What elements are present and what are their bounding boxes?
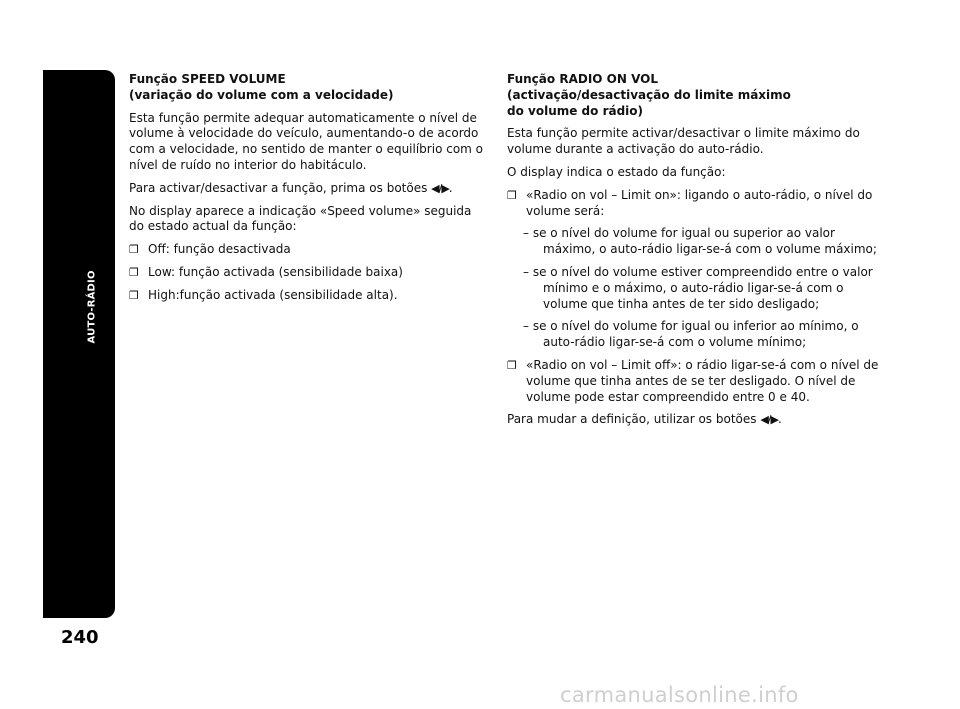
heading-title: SPEED VOLUME (181, 72, 286, 86)
heading-prefix: Função (129, 72, 178, 86)
paragraph: No display aparece a indicação «Speed volume» seguida do estado actual da função: (129, 203, 472, 234)
page-number: 240 (61, 627, 99, 648)
list-item (507, 358, 887, 405)
arrow-buttons-icon: ◀/▶ (760, 413, 778, 427)
side-tab (43, 70, 115, 618)
heading-prefix: Função (507, 72, 556, 86)
paragraph: O display indica o estado da função: (507, 164, 726, 179)
right-column (507, 72, 887, 435)
checkbox-bullet-icon: ❐ (129, 265, 139, 279)
heading-subtitle: (variação do volume com a velocidade) (129, 87, 394, 102)
left-column (129, 72, 489, 311)
paragraph-text: Para activar/desactivar a função, prima os botões (129, 180, 428, 195)
heading-subtitle: (activação/desactivação do limite máximo (507, 87, 791, 102)
paragraph (507, 412, 887, 428)
radio-on-vol-heading (507, 72, 887, 119)
heading-title: RADIO ON VOL (559, 72, 659, 86)
checkbox-bullet-icon: ❐ (507, 188, 517, 202)
dash-item: – se o nível do volume for igual ou inferior ao mínimo, o auto-rádio ligar-se-á com o volume mínimo; (523, 319, 859, 350)
paragraph (129, 181, 489, 197)
checkbox-bullet-icon: ❐ (507, 358, 517, 372)
section-label: AUTO-RÁDIO (86, 270, 98, 344)
list-item-text: Low: função activada (sensibilidade baixa) (148, 264, 403, 279)
dash-item: – se o nível do volume for igual ou superior ao valor máximo, o auto-rádio ligar-se-á com o volume máximo; (523, 226, 877, 257)
watermark: carmanualsonline.info (560, 683, 799, 707)
paragraph: Esta função permite activar/desactivar o limite máximo do volume durante a activação do auto-rádio. (507, 126, 860, 157)
list-item (507, 188, 887, 220)
heading-subtitle: do volume do rádio) (507, 103, 644, 118)
paragraph-end: . (448, 180, 453, 195)
paragraph: Esta função permite adequar automaticamente o nível de volume à velocidade do veículo, aumentando-o de acordo com a velocidade, no sentido de manter o equilíbrio com o nível de ruído no interior do habitáculo. (129, 110, 484, 172)
paragraph-text: Para mudar a definição, utilizar os botões (507, 412, 757, 427)
list-item-text: «Radio on vol – Limit off»: o rádio ligar-se-á com o nível de volume que tinha antes de se ter desligado. O nível de volume pode estar compreendido entre 0 e 40. (526, 357, 879, 404)
paragraph-end: . (777, 412, 782, 427)
checkbox-bullet-icon: ❐ (129, 243, 139, 257)
list-item (129, 288, 489, 304)
list-item-text: «Radio on vol – Limit on»: ligando o auto-rádio, o nível do volume será: (526, 187, 873, 218)
list-item-text: High:função activada (sensibilidade alta). (148, 287, 398, 302)
list-item (129, 242, 489, 258)
arrow-buttons-icon: ◀/▶ (431, 181, 449, 195)
dash-item: – se o nível do volume estiver compreendido entre o valor mínimo e o máximo, o auto-rádio ligar-se-á com o volume que tinha antes de ter sido desligado; (523, 264, 873, 311)
checkbox-bullet-icon: ❐ (129, 288, 139, 302)
speed-volume-heading (129, 72, 489, 104)
list-item-text: Off: função desactivada (148, 242, 291, 257)
list-item (129, 265, 489, 281)
